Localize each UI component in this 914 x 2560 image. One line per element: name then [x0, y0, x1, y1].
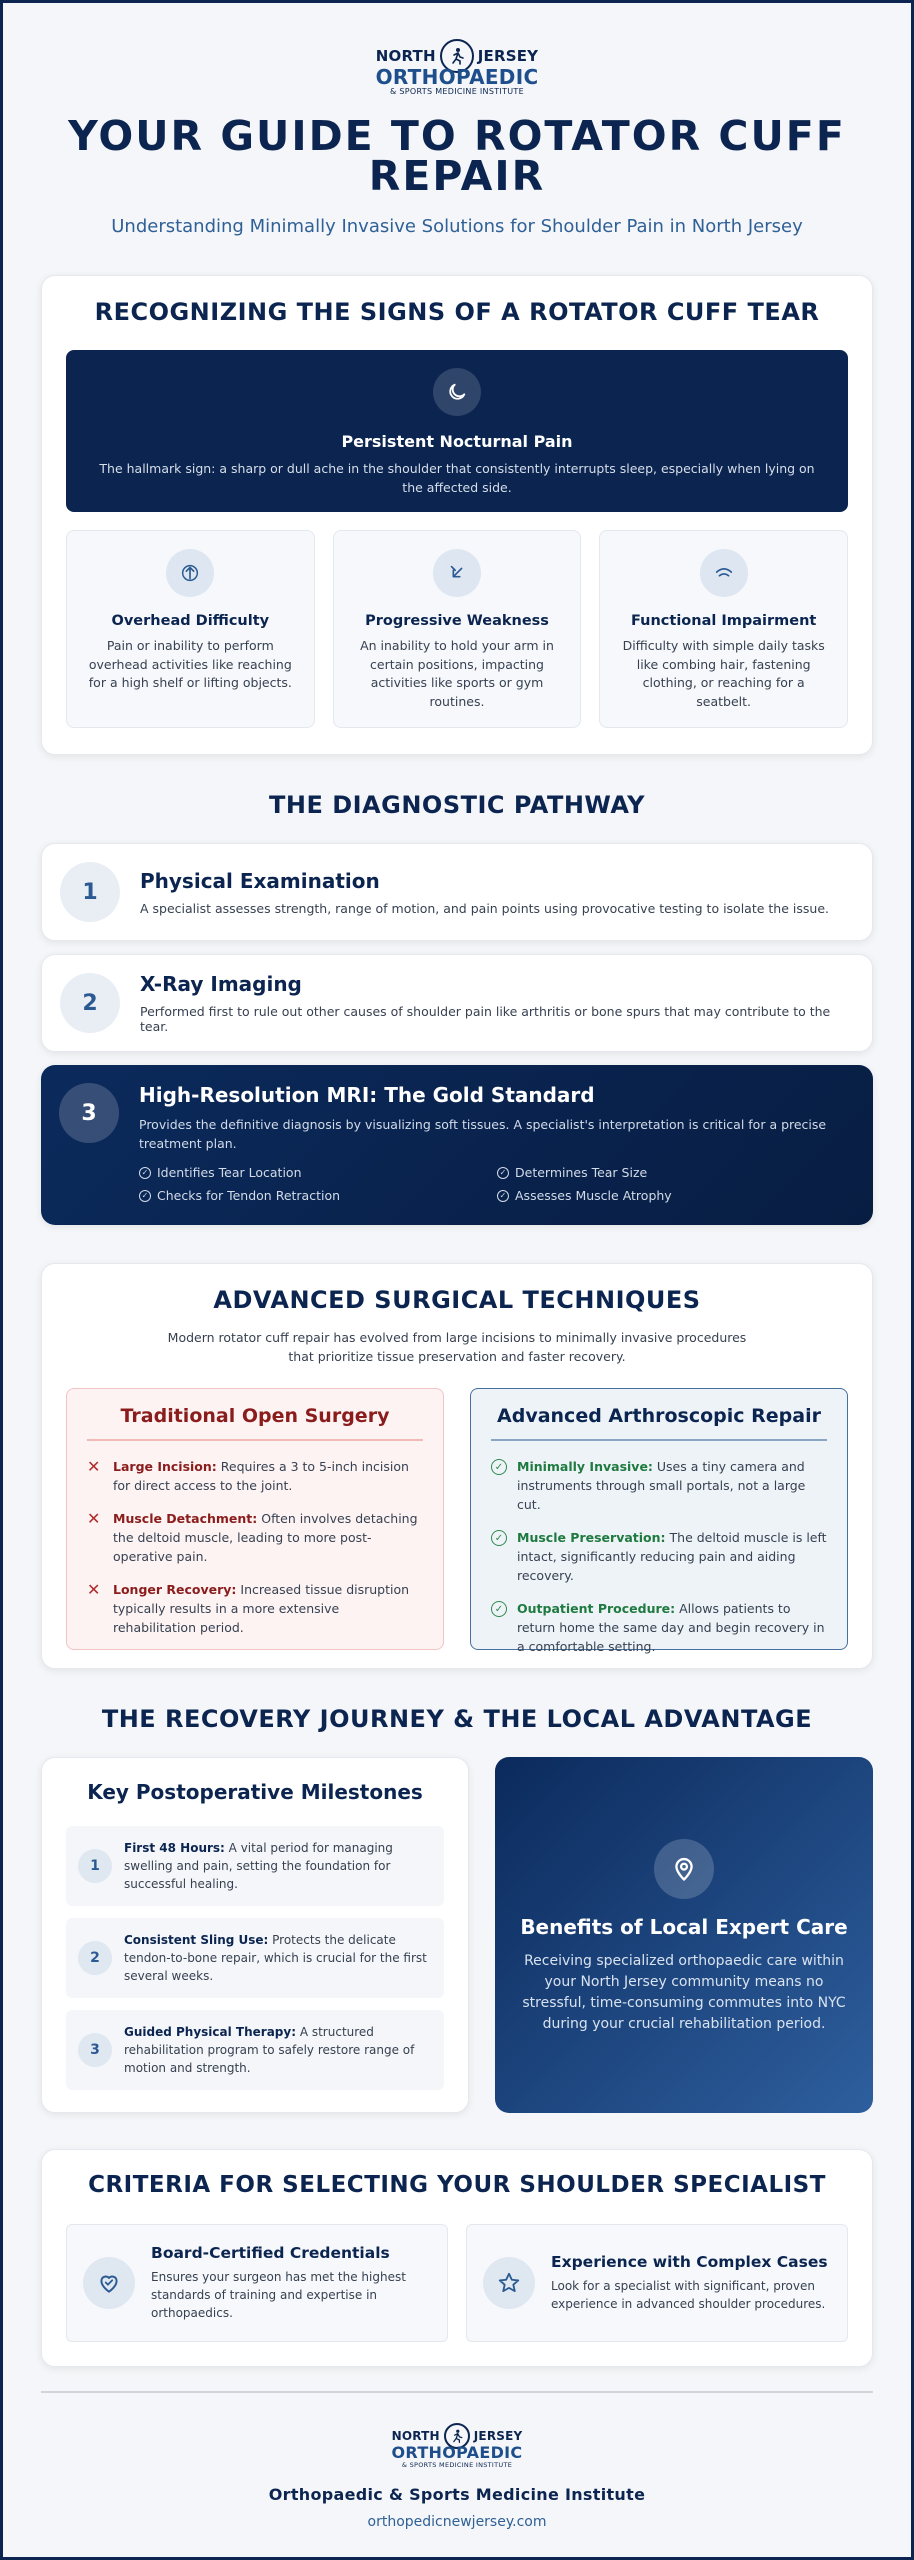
comparison-item: ✕ Large Incision: Requires a 3 to 5-inch incision for direct access to the joint. — [87, 1457, 409, 1493]
checklist-item: ✓ Assesses Muscle Atrophy — [497, 1188, 855, 1203]
star-icon — [483, 2257, 535, 2309]
arc-icon — [700, 549, 748, 597]
surgical-section — [41, 1263, 873, 1669]
x-mark-icon: ✕ — [87, 1457, 101, 1476]
recovery-heading: THE RECOVERY JOURNEY & THE LOCAL ADVANTAGE — [101, 1705, 813, 1733]
diagnostic-step-mri — [41, 1065, 873, 1225]
sign-title: Progressive Weakness — [365, 613, 549, 629]
surgical-heading: ADVANCED SURGICAL TECHNIQUES — [213, 1286, 701, 1314]
logo-word-left: NORTH — [375, 47, 436, 65]
x-mark-icon: ✕ — [87, 1509, 101, 1528]
step-number: 2 — [60, 973, 120, 1033]
arrow-up-icon — [166, 549, 214, 597]
moon-icon — [433, 368, 481, 416]
criteria-section — [41, 2149, 873, 2367]
comparison-item: ✓ Muscle Preservation: The deltoid muscle is left intact, significantly reducing pain and aiding recovery. — [491, 1528, 827, 1585]
location-pin-icon — [654, 1839, 714, 1899]
check-circle-icon: ✓ — [491, 1530, 507, 1546]
surgical-intro: Modern rotator cuff repair has evolved from large incisions to minimally invasive procedures that prioritize tissue preservation and faster recovery. — [167, 1330, 747, 1364]
footer-website-link[interactable]: orthopedicnewjersey.com — [367, 2514, 547, 2530]
heart-icon — [83, 2257, 135, 2309]
logo-main-word: ORTHOPAEDIC — [375, 65, 539, 89]
step-title: Physical Examination — [140, 868, 380, 893]
logo-main-word: ORTHOPAEDIC — [391, 2443, 523, 2462]
comparison-item: ✕ Muscle Detachment: Often involves detaching the deltoid muscle, leading to more post-operative pain. — [87, 1509, 418, 1564]
milestone-number: 3 — [78, 2033, 112, 2067]
footer — [41, 2393, 873, 2530]
diagnostic-step — [41, 843, 873, 941]
step-text: A specialist assesses strength, range of motion, and pain points using provocative testing to isolate the issue. — [140, 900, 829, 916]
check-circle-icon: ✓ — [491, 1601, 507, 1617]
criteria-title: Board-Certified Credentials — [151, 2244, 390, 2262]
arthroscopic-repair-card — [470, 1388, 848, 1654]
criteria-heading: CRITERIA FOR SELECTING YOUR SHOULDER SPECIALIST — [88, 2172, 826, 2198]
nocturnal-pain-title: Persistent Nocturnal Pain — [341, 432, 573, 451]
sign-card-overhead — [66, 530, 315, 728]
page-subtitle: Understanding Minimally Invasive Solutions for Shoulder Pain in North Jersey — [111, 216, 803, 237]
mri-checklist — [139, 1165, 855, 1203]
checklist-item: ✓ Checks for Tendon Retraction — [139, 1188, 497, 1203]
recovery-section — [41, 1757, 873, 2113]
criteria-title: Experience with Complex Cases — [551, 2253, 828, 2271]
traditional-title: Traditional Open Surgery — [87, 1405, 423, 1441]
sign-card-weakness — [333, 530, 582, 728]
step-text: Performed first to rule out other causes of shoulder pain like arthritis or bone spurs that may contribute to the tear. — [140, 1004, 831, 1034]
sign-text: Pain or inability to perform overhead activities like reaching for a high shelf or lifting objects. — [88, 638, 292, 690]
surgery-comparison — [66, 1388, 848, 1654]
sign-text: Difficulty with simple daily tasks like combing hair, fastening clothing, or reaching for a seatbelt. — [622, 638, 825, 709]
diagnostic-steps — [41, 843, 873, 1225]
criteria-card-credentials — [66, 2224, 448, 2342]
criteria-text: Look for a specialist with significant, proven experience in advanced shoulder procedures. — [551, 2279, 826, 2311]
step-title: X-Ray Imaging — [140, 972, 302, 996]
milestone-number: 1 — [78, 1849, 112, 1883]
comparison-item: ✓ Outpatient Procedure: Allows patients to return home the same day and begin recovery in a comfortable setting. — [491, 1599, 827, 1656]
traditional-surgery-card — [66, 1388, 444, 1650]
logo-subline: & SPORTS MEDICINE INSTITUTE — [390, 87, 524, 96]
arrow-down-left-icon — [433, 549, 481, 597]
check-circle-icon: ✓ — [139, 1167, 151, 1179]
footer-logo — [392, 2423, 523, 2469]
step-number: 3 — [59, 1083, 119, 1143]
local-care-title: Benefits of Local Expert Care — [520, 1915, 848, 1939]
milestone-item: 3 Guided Physical Therapy: A structured rehabilitation program to safely restore range of motion and strength. — [66, 2010, 444, 2090]
check-circle-icon: ✓ — [497, 1190, 509, 1202]
nocturnal-pain-text: The hallmark sign: a sharp or dull ache in the shoulder that consistently interrupts sleep, especially when lying on the affected side. — [99, 461, 815, 495]
signs-heading: RECOGNIZING THE SIGNS OF A ROTATOR CUFF TEAR — [94, 298, 820, 326]
institute-logo — [376, 39, 539, 96]
checklist-item: ✓ Determines Tear Size — [497, 1165, 855, 1180]
local-care-text: Receiving specialized orthopaedic care within your North Jersey community means no stressful, time-consuming commutes into NYC during your crucial rehabilitation period. — [522, 1953, 846, 2032]
check-circle-icon: ✓ — [491, 1459, 507, 1475]
criteria-text: Ensures your surgeon has met the highest standards of training and expertise in orthopaedics. — [151, 2270, 406, 2320]
x-mark-icon: ✕ — [87, 1580, 101, 1599]
milestone-number: 2 — [78, 1941, 112, 1975]
sign-title: Functional Impairment — [630, 613, 817, 629]
diagnostic-heading: THE DIAGNOSTIC PATHWAY — [269, 791, 645, 819]
local-care-card — [495, 1757, 873, 2113]
step-title: High-Resolution MRI: The Gold Standard — [139, 1083, 595, 1107]
milestones-card — [41, 1757, 469, 2113]
criteria-list — [66, 2224, 848, 2342]
sign-list — [66, 530, 848, 728]
diagnostic-step — [41, 954, 873, 1052]
logo-word-right: JERSEY — [473, 2429, 523, 2443]
milestones-title: Key Postoperative Milestones — [87, 1780, 423, 1804]
nocturnal-pain-card — [66, 350, 848, 512]
sign-card-impairment — [599, 530, 848, 728]
checklist-item: ✓ Identifies Tear Location — [139, 1165, 497, 1180]
logo-word-left: NORTH — [391, 2429, 440, 2443]
check-circle-icon: ✓ — [139, 1190, 151, 1202]
footer-institute-name: Orthopaedic & Sports Medicine Institute — [268, 2485, 646, 2504]
comparison-item: ✓ Minimally Invasive: Uses a tiny camera and instruments through small portals, not a large cut. — [491, 1457, 827, 1514]
milestone-item: 1 First 48 Hours: A vital period for managing swelling and pain, setting the foundation for successful healing. — [66, 1826, 444, 1906]
sign-text: An inability to hold your arm in certain positions, impacting activities like sports or gym routines. — [360, 638, 554, 709]
logo-word-right: JERSEY — [477, 47, 539, 65]
signs-section — [41, 275, 873, 755]
step-text: Provides the definitive diagnosis by visualizing soft tissues. A specialist's interpretation is critical for a precise treatment plan. — [139, 1117, 827, 1151]
page-title: YOUR GUIDE TO ROTATOR CUFF REPAIR — [68, 112, 846, 200]
comparison-item: ✕ Longer Recovery: Increased tissue disruption typically results in a more extensive rehabilitation period. — [87, 1580, 410, 1635]
check-circle-icon: ✓ — [497, 1167, 509, 1179]
step-number: 1 — [60, 862, 120, 922]
criteria-card-experience — [466, 2224, 848, 2342]
header — [41, 3, 873, 237]
logo-subline: & SPORTS MEDICINE INSTITUTE — [401, 2461, 513, 2469]
arthroscopic-title: Advanced Arthroscopic Repair — [491, 1405, 827, 1441]
sign-title: Overhead Difficulty — [111, 613, 270, 629]
milestone-item: 2 Consistent Sling Use: Protects the delicate tendon-to-bone repair, which is crucial for the first several weeks. — [66, 1918, 444, 1998]
infographic-page — [3, 3, 911, 2530]
